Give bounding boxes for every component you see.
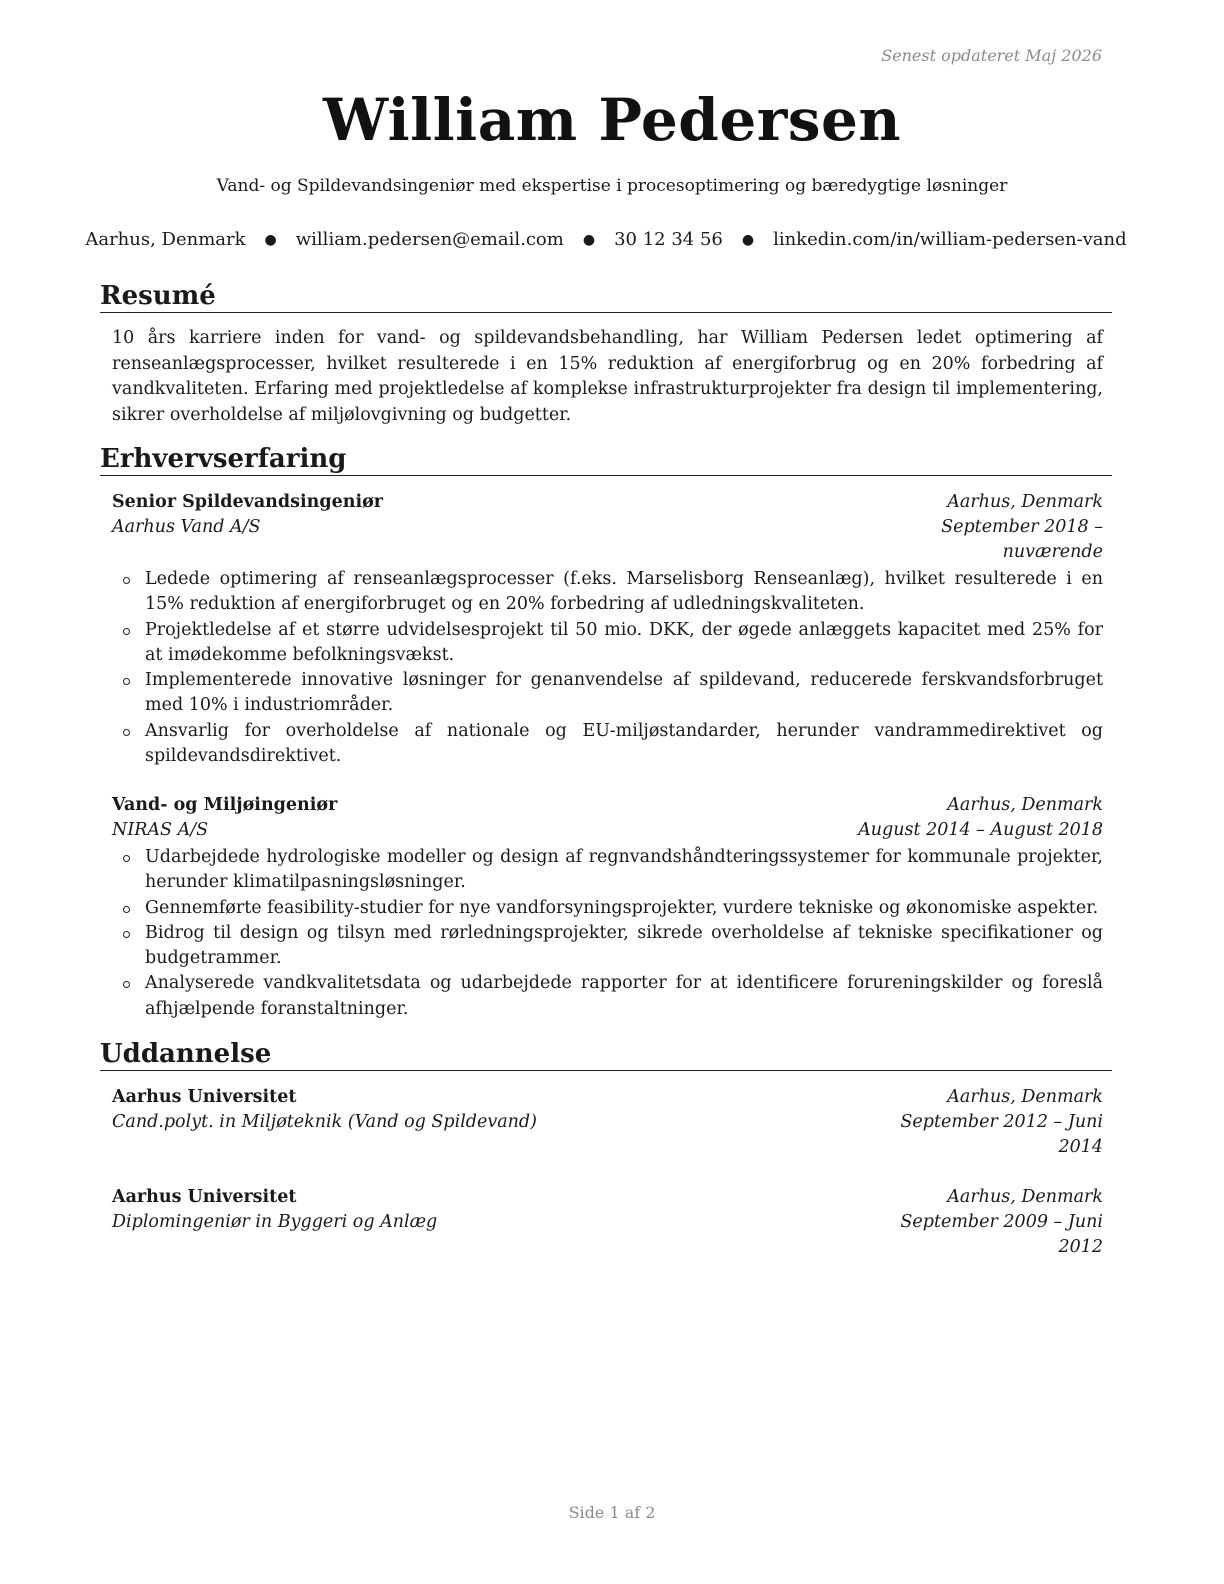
- list-item: Udarbejdede hydrologiske modeller og design af regnvandshåndteringssystemer for kommunale projekter, herunder klimatilpasningsløsninger.: [112, 845, 1103, 896]
- education-school: Aarhus Universitet: [112, 1087, 297, 1107]
- education-school: Aarhus Universitet: [112, 1187, 297, 1207]
- bullet-separator-icon: ●: [582, 231, 596, 248]
- contact-email[interactable]: william.pedersen@email.com: [295, 229, 564, 250]
- list-item: Bidrog til design og tilsyn med rørledningsprojekter, sikrede overholdelse af tekniske specifikationer og budgetrammer.: [112, 921, 1103, 972]
- contact-phone[interactable]: 30 12 34 56: [614, 229, 723, 250]
- job-company: NIRAS A/S: [112, 820, 209, 840]
- job-location: Aarhus, Denmark: [947, 795, 1103, 815]
- person-name: William Pedersen: [322, 86, 902, 154]
- tagline: Vand- og Spildevandsingeniør med ekspertise i procesoptimering og bæredygtige løsninger: [216, 176, 1008, 196]
- education-dates-line2: 2014: [1058, 1137, 1103, 1157]
- bullet-separator-icon: ●: [264, 231, 277, 248]
- page-number: Side 1 af 2: [568, 1503, 656, 1522]
- job-role: Vand- og Miljøingeniør: [112, 795, 338, 815]
- bullet-separator-icon: ●: [741, 231, 755, 248]
- education-dates-line1: September 2012 – Juni: [900, 1112, 1103, 1132]
- education-location: Aarhus, Denmark: [947, 1187, 1103, 1207]
- list-item: Implementerede innovative løsninger for genanvendelse af spildevand, reducerede ferskvandsforbruget med 10% i industriområder.: [112, 668, 1103, 719]
- education-dates: [900, 1210, 1103, 1260]
- job-dates: September 2018 – nuværende: [941, 517, 1103, 562]
- job-role: Senior Spildevandsingeniør: [112, 492, 383, 512]
- list-item: Ansvarlig for overholdelse af nationale og EU-miljøstandarder, herunder vandrammedirektivet og spildevandsdirektivet.: [112, 719, 1103, 770]
- education-degree: Diplomingeniør in Byggeri og Anlæg: [112, 1212, 438, 1232]
- section-title-education: Uddannelse: [100, 1038, 1112, 1071]
- section-title-summary: Resumé: [100, 280, 1112, 313]
- education-dates-line2: 2012: [1058, 1237, 1103, 1257]
- last-updated: Senest opdateret Maj 2026: [881, 46, 1102, 65]
- job-company: Aarhus Vand A/S: [112, 517, 261, 537]
- contact-location: Aarhus, Denmark: [85, 229, 246, 250]
- job-bullet-list: [112, 845, 1103, 1022]
- job-bullet-list: [112, 567, 1103, 769]
- contact-bar: [85, 229, 1127, 250]
- section-title-experience: Erhvervserfaring: [100, 443, 1112, 476]
- list-item: Analyserede vandkvalitetsdata og udarbejdede rapporter for at identificere forureningskilder og foreslå afhjælpende foranstaltninger.: [112, 971, 1103, 1022]
- list-item: Ledede optimering af renseanlægsprocesser (f.eks. Marselisborg Renseanlæg), hvilket resulterede i en 15% reduktion af energiforbruget og en 20% forbedring af udledningskvaliteten.: [112, 567, 1103, 618]
- job-dates: August 2014 – August 2018: [858, 820, 1103, 840]
- education-dates: [900, 1110, 1103, 1160]
- education-degree: Cand.polyt. in Miljøteknik (Vand og Spildevand): [112, 1112, 537, 1132]
- list-item: Projektledelse af et større udvidelsesprojekt til 50 mio. DKK, der øgede anlæggets kapacitet med 25% for at imødekomme befolkningsvækst.: [112, 618, 1103, 669]
- summary-text: 10 års karriere inden for vand- og spildevandsbehandling, har William Pedersen ledet optimering af renseanlægsprocesser, hvilket resulterede i en 15% reduktion af energiforbrug og en 20% forbedring af vandkvaliteten. Erfaring med projektledelse af komplekse infrastrukturprojekter fra design til implementering, sikrer overholdelse af miljølovgivning og budgetter.: [112, 328, 1103, 425]
- list-item: Gennemførte feasibility-studier for nye vandforsyningsprojekter, vurdere tekniske og økonomiske aspekter.: [112, 896, 1103, 921]
- contact-linkedin[interactable]: linkedin.com/in/william-pedersen-vand: [773, 229, 1127, 250]
- education-dates-line1: September 2009 – Juni: [900, 1212, 1103, 1232]
- job-location: Aarhus, Denmark: [947, 492, 1103, 512]
- education-location: Aarhus, Denmark: [947, 1087, 1103, 1107]
